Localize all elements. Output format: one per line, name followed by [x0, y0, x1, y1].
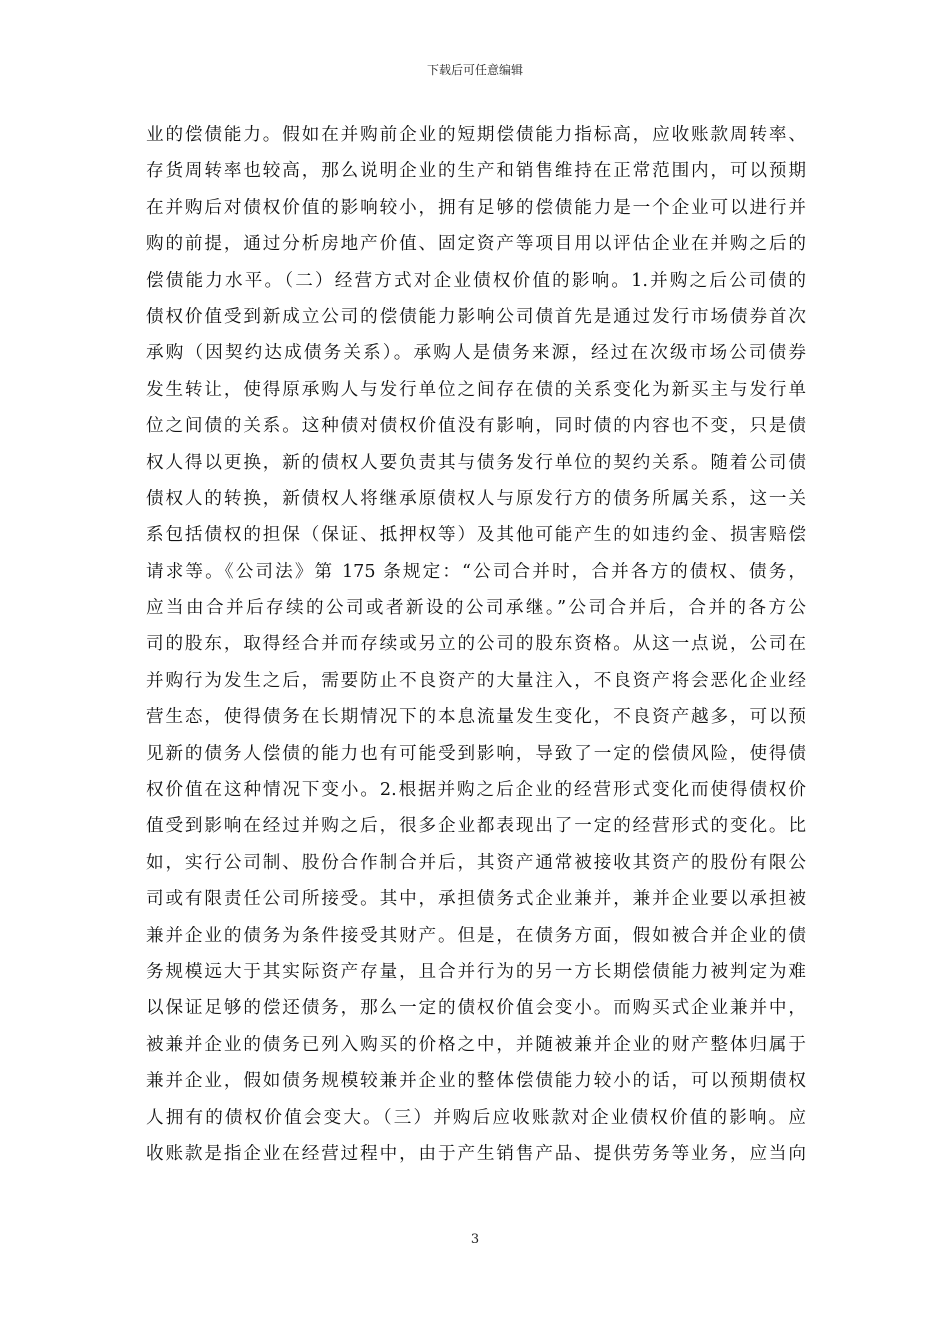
text-line: 并购行为发生之后，需要防止不良资产的大量注入，不良资产将会恶化企业经 — [146, 670, 806, 691]
text-line: 权价值在这种情况下变小。2.根据并购之后企业的经营形式变化而使得债权价 — [146, 780, 806, 801]
text-line: 位之间债的关系。这种债对债权价值没有影响，同时债的内容也不变，只是债 — [146, 416, 806, 437]
text-line: 应当由合并后存续的公司或者新设的公司承继。”公司合并后，合并的各方公 — [146, 598, 806, 619]
text-line: 发生转让，使得原承购人与发行单位之间存在债的关系变化为新买主与发行单 — [146, 379, 806, 400]
text-line: 承购（因契约达成债务关系）。承购人是债务来源，经过在次级市场公司债券 — [146, 343, 806, 364]
text-line: 存货周转率也较高，那么说明企业的生产和销售维持在正常范围内，可以预期 — [146, 161, 806, 182]
text-line: 人拥有的债权价值会变大。（三）并购后应收账款对企业债权价值的影响。应 — [146, 1107, 806, 1128]
page-number: 3 — [470, 1232, 480, 1247]
text-line: 见新的债务人偿债的能力也有可能受到影响，导致了一定的偿债风险，使得债 — [146, 743, 806, 764]
text-line: 务规模远大于其实际资产存量，且合并行为的另一方长期偿债能力被判定为难 — [146, 961, 806, 982]
text-line: 如，实行公司制、股份合作制合并后，其资产通常被接收其资产的股份有限公 — [146, 852, 806, 873]
page-header: 下载后可任意编辑 — [426, 63, 523, 77]
text-line: 在并购后对债权价值的影响较小，拥有足够的偿债能力是一个企业可以进行并 — [146, 197, 806, 218]
text-line: 请求等。《公司法》第 175 条规定：“公司合并时，合并各方的债权、债务， — [146, 561, 806, 582]
text-line: 权人得以更换，新的债权人要负责其与债务发行单位的契约关系。随着公司债 — [146, 452, 806, 473]
text-line: 购的前提，通过分析房地产价值、固定资产等项目用以评估企业在并购之后的 — [146, 234, 806, 255]
text-line: 债权人的转换，新债权人将继承原债权人与原发行方的债务所属关系，这一关 — [146, 488, 806, 509]
text-line: 司的股东，取得经合并而存续或另立的公司的股东资格。从这一点说，公司在 — [146, 634, 806, 655]
text-line: 偿债能力水平。（二）经营方式对企业债权价值的影响。1.并购之后公司债的 — [146, 270, 806, 291]
text-line: 司或有限责任公司所接受。其中，承担债务式企业兼并，兼并企业要以承担被 — [146, 889, 806, 910]
text-line: 兼并企业的债务为条件接受其财产。但是，在债务方面，假如被合并企业的债 — [146, 925, 806, 946]
text-line: 以保证足够的偿还债务，那么一定的债权价值会变小。而购买式企业兼并中， — [146, 998, 806, 1019]
text-line: 业的偿债能力。假如在并购前企业的短期偿债能力指标高，应收账款周转率、 — [146, 125, 806, 145]
text-line: 系包括债权的担保（保证、抵押权等）及其他可能产生的如违约金、损害赔偿 — [146, 525, 806, 546]
text-line: 兼并企业，假如债务规模较兼并企业的整体偿债能力较小的话，可以预期债权 — [146, 1071, 806, 1092]
body-paragraph — [146, 117, 806, 1172]
text-line: 被兼并企业的债务已列入购买的价格之中，并随被兼并企业的财产整体归属于 — [146, 1034, 806, 1055]
text-line: 值受到影响在经过并购之后，很多企业都表现出了一定的经营形式的变化。比 — [146, 816, 806, 837]
text-line: 债权价值受到新成立公司的偿债能力影响公司债首先是通过发行市场债券首次 — [146, 306, 806, 327]
text-line: 收账款是指企业在经营过程中，由于产生销售产品、提供劳务等业务，应当向 — [146, 1143, 806, 1164]
text-line: 营生态，使得债务在长期情况下的本息流量发生变化，不良资产越多，可以预 — [146, 707, 806, 728]
